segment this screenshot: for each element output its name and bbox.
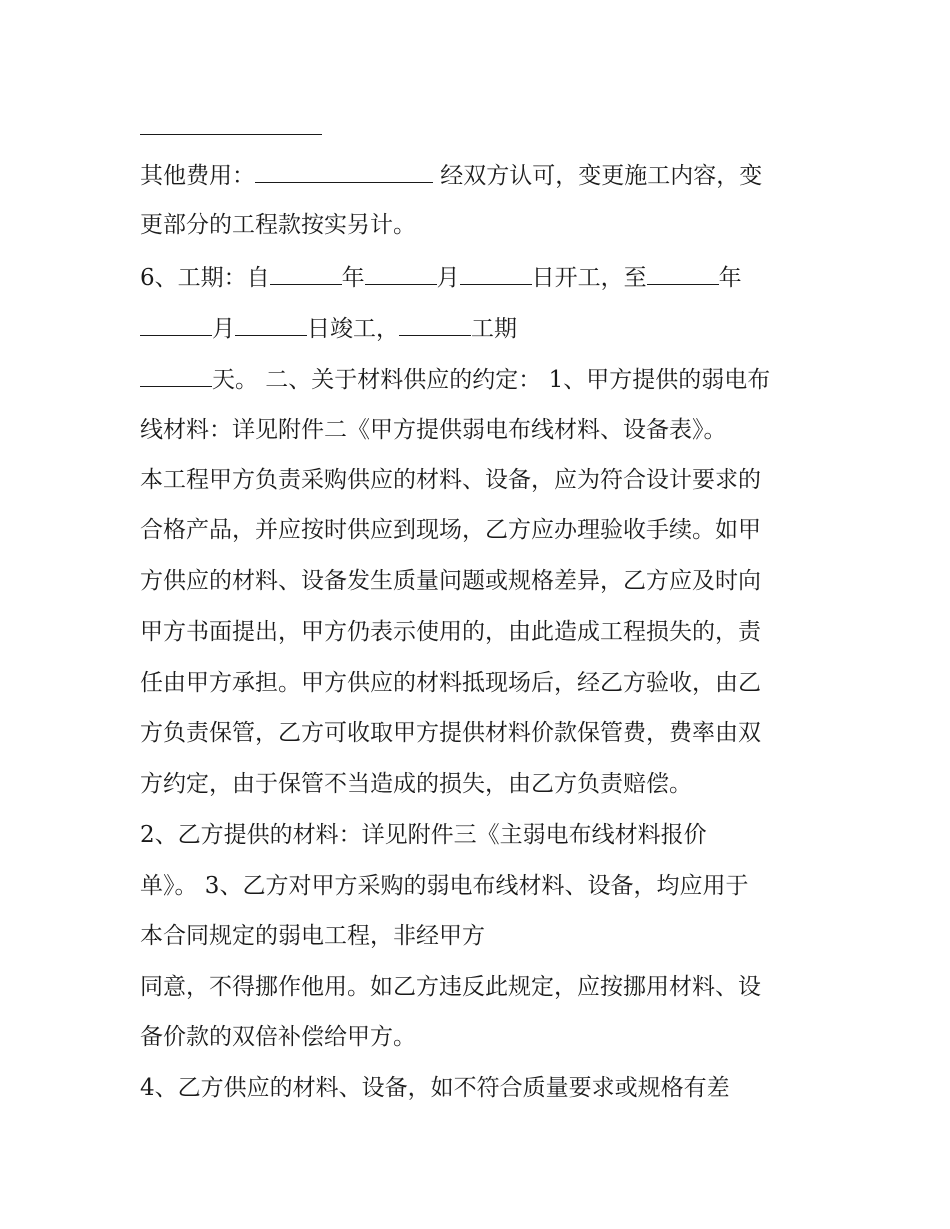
text-line: 方供应的材料、设备发生质量问题或规格差异，乙方应及时向 xyxy=(140,568,761,594)
unit-gongqi: 工期 xyxy=(471,316,517,342)
fill-blank xyxy=(365,262,437,285)
unit-year: 年 xyxy=(341,265,365,291)
unit-month: 月 xyxy=(436,265,460,291)
text-line-period-end xyxy=(140,313,517,344)
fill-blank xyxy=(140,313,212,336)
unit-year: 年 xyxy=(718,265,742,291)
text-fragment: 经双方认可，变更施工内容，变 xyxy=(433,163,763,189)
text-line-days xyxy=(140,364,770,395)
fill-blank xyxy=(235,313,307,336)
text-line: 方约定，由于保管不当造成的损失，由乙方负责赔偿。 xyxy=(140,771,692,797)
fill-blank xyxy=(255,160,433,183)
text-line: 单》。 3、乙方对甲方采购的弱电布线材料、设备，均应用于 xyxy=(140,873,749,899)
other-fees-label: 其他费用： xyxy=(140,163,255,189)
fill-blank xyxy=(140,364,212,387)
text-line: 备价款的双倍补偿给甲方。 xyxy=(140,1024,416,1050)
text-line: 更部分的工程款按实另计。 xyxy=(140,212,416,238)
unit-day-end: 日竣工， xyxy=(307,316,399,342)
text-line: 任由甲方承担。甲方供应的材料抵现场后，经乙方验收，由乙 xyxy=(140,670,761,696)
text-line: 合格产品，并应按时供应到现场，乙方应办理验收手续。如甲 xyxy=(140,517,761,543)
text-line-other-fees xyxy=(140,160,762,191)
text-line: 甲方书面提出，甲方仍表示使用的，由此造成工程损失的，责 xyxy=(140,619,761,645)
text-line-period xyxy=(140,262,742,293)
text-line: 4、乙方供应的材料、设备，如不符合质量要求或规格有差 xyxy=(140,1075,730,1101)
fill-blank-line xyxy=(140,112,322,143)
text-line: 本合同规定的弱电工程，非经甲方 xyxy=(140,923,485,949)
text-line: 方负责保管，乙方可收取甲方提供材料价款保管费，费率由双 xyxy=(140,720,761,746)
unit-day-start: 日开工，至 xyxy=(531,265,647,291)
text-fragment: 天。 二、关于材料供应的约定： 1、甲方提供的弱电布 xyxy=(212,367,771,393)
text-line: 本工程甲方负责采购供应的材料、设备，应为符合设计要求的 xyxy=(140,467,761,493)
fill-blank xyxy=(399,313,471,336)
text-line: 2、乙方提供的材料：详见附件三《主弱电布线材料报价 xyxy=(140,822,707,848)
fill-blank xyxy=(270,262,342,285)
text-line: 同意，不得挪作他用。如乙方违反此规定，应按挪用材料、设 xyxy=(140,974,761,1000)
text-line: 线材料：详见附件二《甲方提供弱电布线材料、设备表》。 xyxy=(140,417,727,443)
fill-blank xyxy=(460,262,532,285)
period-label: 6、工期：自 xyxy=(140,265,270,291)
unit-month: 月 xyxy=(212,316,235,342)
fill-blank xyxy=(647,262,719,285)
fill-blank xyxy=(140,112,322,135)
